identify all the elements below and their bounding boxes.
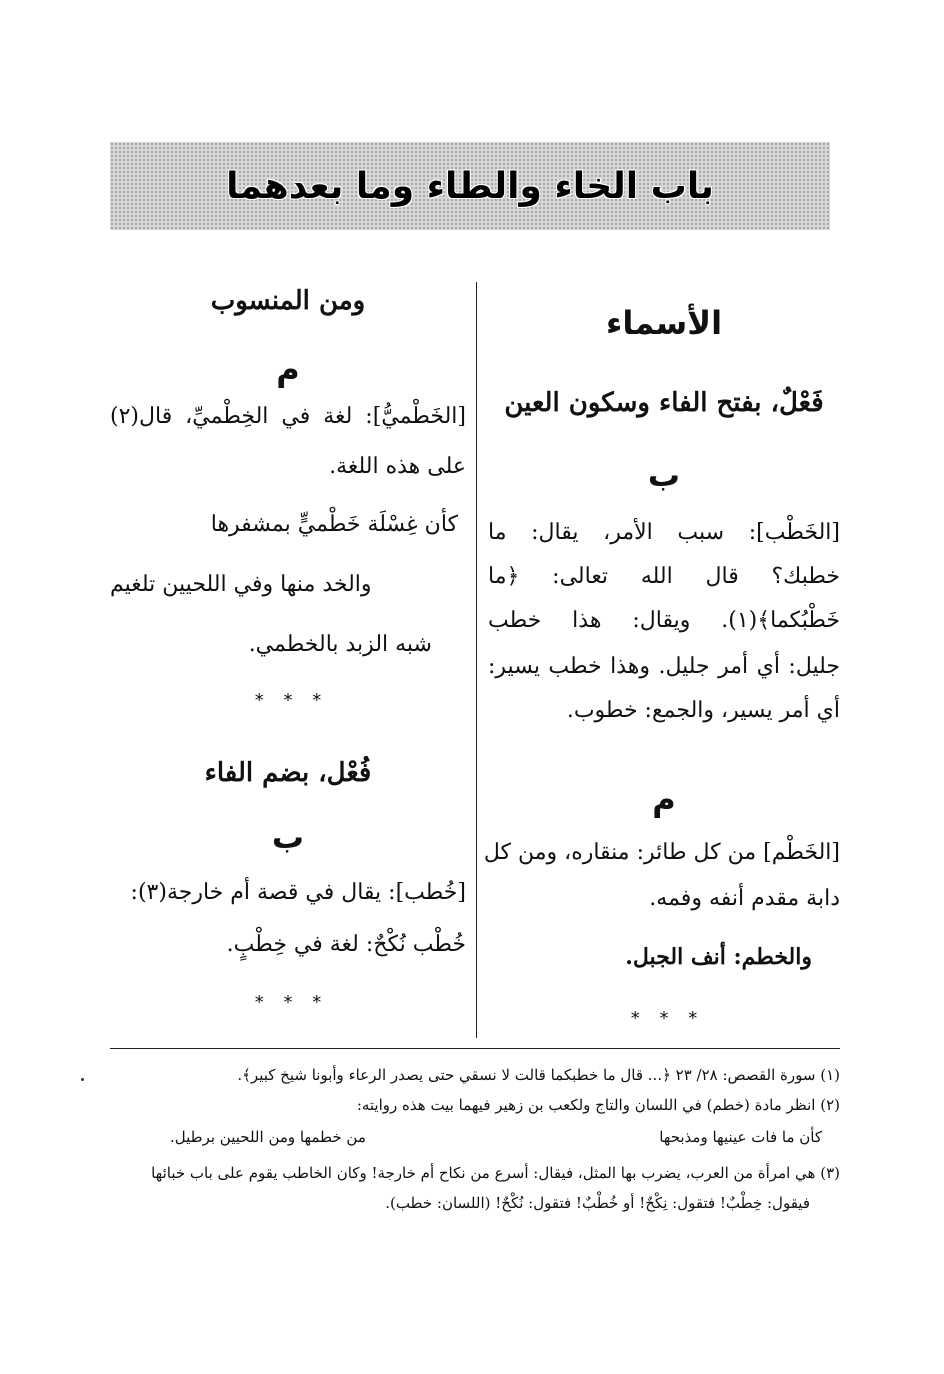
entry-khatb-line-5: أي أمر يسير، والجمع: خطوب.: [566, 698, 840, 723]
footnote-1: (١) سورة القصص: ٢٨/ ٢٣ ﴿... قال ما خطبكما قالت لا نسقي حتى يصدر الرعاء وأبونا شيخ كبير﴾.: [237, 1066, 840, 1084]
footnote-3-line-1: (٣) هي امرأة من العرب، يضرب بها المثل، فيقال: أسرع من نكاح أم خارجة! وكان الخاطب يقوم على باب خبائها: [151, 1164, 840, 1182]
letter-heading-m: م: [276, 350, 300, 388]
entry-khatm-line-1: [الخَطْم] من كل طائر: منقاره، ومن كل: [483, 840, 840, 865]
entry-khutb-line-1: [خُطب]: يقال في قصة أم خارجة(٣):: [130, 880, 466, 905]
letter-heading-b: ب: [271, 818, 305, 856]
letter-heading-m: م: [652, 780, 676, 818]
footnote-3-line-2: فيقول: خِطْبٌ! فتقول: نِكْحٌ! أو خُطْبٌ! فتقول: نُكْحٌ! (اللسان: خطب).: [385, 1194, 810, 1212]
entry-khatb-line-4: جليل: أي أمر جليل. وهذا خطب يسير:: [488, 654, 840, 679]
verse-hemistich-1: كأن غِسْلَة خَطْميٍّ بمشفرها: [210, 512, 458, 537]
chapter-title: باب الخاء والطاء وما بعدهما: [226, 165, 714, 207]
section-separator: * * *: [254, 690, 322, 711]
footnote-2: (٢) انظر مادة (خطم) في اللسان والتاج ولكعب بن زهير فيهما بيت هذه روايته:: [356, 1096, 840, 1114]
pattern-heading-fal: فَعْلٌ، بفتح الفاء وسكون العين: [504, 388, 824, 418]
pattern-heading-ful: فُعْل، بضم الفاء: [204, 758, 372, 788]
footnote-2-verse: [110, 1126, 840, 1148]
chapter-banner: [110, 142, 830, 230]
letter-heading-b: ب: [647, 456, 681, 494]
section-title-mansub: ومن المنسوب: [210, 286, 366, 316]
verse-hemistich-2: والخد منها وفي اللحيين تلغيم: [110, 572, 372, 597]
section-separator: * * *: [630, 1008, 698, 1029]
section-separator: * * *: [254, 992, 322, 1013]
column-divider: [476, 282, 477, 1038]
entry-khatm-line-2: دابة مقدم أنفه وفمه.: [649, 886, 840, 911]
verse-explanation: شبه الزبد بالخطمي.: [248, 632, 432, 657]
entry-khatb-line-3: خَطْبُكما﴾(١). ويقال: هذا خطب: [488, 608, 840, 633]
entry-khatmi-line-1: [الخَطْميُّ]: لغة في الخِطْميِّ، قال(٢): [110, 404, 466, 429]
entry-khatb-line-1: [الخَطْب]: سبب الأمر، يقال: ما: [488, 520, 840, 545]
footnote-2-verse-second: من خطمها ومن اللحيين برطيل.: [170, 1128, 366, 1146]
entry-khatb-line-2: خطبك؟ قال الله تعالى: ﴿ما: [488, 564, 840, 589]
entry-khutb-line-2: خُطْب نُكْحٌ: لغة في خِطْبٍ.: [226, 932, 466, 957]
section-title-names: الأسماء: [605, 304, 723, 342]
entry-khatm-mountain: والخطم: أنف الجبل.: [625, 944, 812, 970]
footnote-rule: [110, 1048, 840, 1049]
stray-mark: [81, 1078, 84, 1081]
entry-khatmi-line-2: على هذه اللغة.: [329, 454, 466, 479]
footnote-2-verse-first: كأن ما فات عينيها ومذبحها: [659, 1128, 822, 1146]
